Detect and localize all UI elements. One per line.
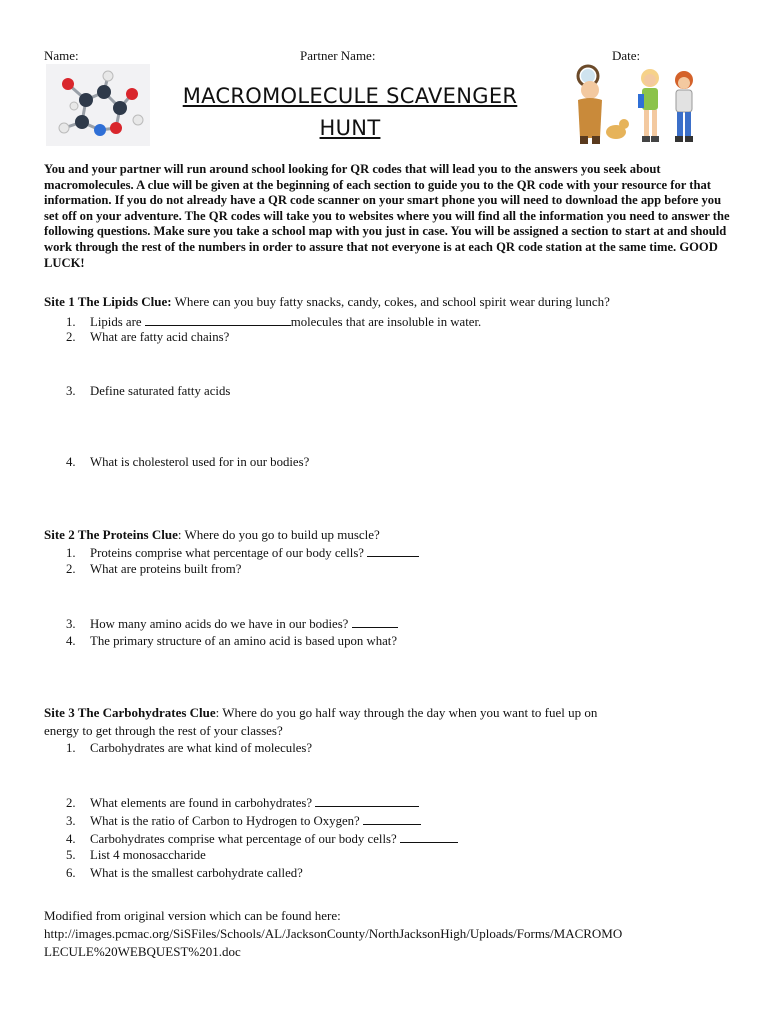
page-title-line2: HUNT xyxy=(319,116,381,140)
answer-blank xyxy=(363,812,421,825)
question-text: List 4 monosaccharide xyxy=(90,848,206,862)
question-text: Lipids are xyxy=(90,315,145,329)
site1-question-3 xyxy=(66,384,230,399)
site3-clue-line2: energy to get through the rest of your classes? xyxy=(44,723,283,738)
answer-blank xyxy=(352,615,398,628)
question-text: Define saturated fatty acids xyxy=(90,384,231,398)
question-text: How many amino acids do we have in our bodies? xyxy=(90,617,352,631)
question-text: What are proteins built from? xyxy=(90,562,242,576)
question-text: What are fatty acid chains? xyxy=(90,330,230,344)
partner-name-label: Partner Name: xyxy=(300,48,376,63)
question-number: 2. xyxy=(66,796,76,810)
question-text: What is cholesterol used for in our bodies? xyxy=(90,455,310,469)
site1-question-2 xyxy=(66,330,229,345)
answer-blank xyxy=(400,830,458,843)
page-title-line1: MACROMOLECULE SCAVENGER xyxy=(182,84,518,108)
question-number: 1. xyxy=(66,546,76,560)
site3-question-2 xyxy=(66,794,419,811)
site2-question-3 xyxy=(66,615,398,632)
name-label: Name: xyxy=(44,48,79,63)
source-url-line1: http://images.pcmac.org/SiSFiles/Schools/AL/JacksonCounty/NorthJacksonHigh/Uploads/Forms/MACROMO xyxy=(44,926,623,941)
question-number: 2. xyxy=(66,562,76,576)
site1-question-4 xyxy=(66,455,309,470)
site3-question-4 xyxy=(66,830,458,847)
site2-question-1 xyxy=(66,544,419,561)
question-number: 4. xyxy=(66,634,76,648)
question-text: What is the smallest carbohydrate called? xyxy=(90,866,303,880)
cartoon-detectives-image xyxy=(566,62,712,146)
question-number: 5. xyxy=(66,848,76,862)
site2-title: Site 2 The Proteins Clue xyxy=(44,527,178,542)
source-url-line2: LECULE%20WEBQUEST%201.doc xyxy=(44,944,241,959)
question-number: 3. xyxy=(66,814,76,828)
question-text: Proteins comprise what percentage of our body cells? xyxy=(90,546,368,560)
question-number: 2. xyxy=(66,330,76,344)
question-number: 4. xyxy=(66,832,76,846)
question-text: What is the ratio of Carbon to Hydrogen to Oxygen? xyxy=(90,814,363,828)
question-number: 3. xyxy=(66,617,76,631)
date-label: Date: xyxy=(612,48,641,63)
answer-blank xyxy=(367,544,419,557)
site3-question-6 xyxy=(66,866,303,881)
question-number: 1. xyxy=(66,741,76,755)
intro-paragraph: You and your partner will run around school looking for QR codes that will lead you to the answers you seek about macromolecules. A clue will be given at the beginning of each section to guide you to the QR code with your resource for that information. If you do not already have a QR code scanner on your smart phone you will need to download the app before you set off on your adventure. The QR codes will take you to websites where you will find all the information you need to answer the following questions. Make sure you take a school map with you just in case. You will be assigned a section to start at and should work through the rest of the numbers in order to assure that not everyone is at each QR code station at the same time. GOOD LUCK! xyxy=(44,162,730,270)
site3-question-5 xyxy=(66,848,206,863)
site3-question-1 xyxy=(66,741,312,756)
question-text: What elements are found in carbohydrates? xyxy=(90,796,316,810)
answer-blank xyxy=(315,794,419,807)
site3-clue: : Where do you go half way through the day when you want to fuel up on xyxy=(215,705,598,720)
site2-question-4 xyxy=(66,634,397,649)
molecule-model-image xyxy=(46,64,150,146)
site2-question-2 xyxy=(66,562,241,577)
answer-blank xyxy=(145,313,291,326)
site2-heading xyxy=(44,527,380,543)
question-text-continued: molecules that are insoluble in water. xyxy=(290,315,482,329)
question-number: 3. xyxy=(66,384,76,398)
question-number: 4. xyxy=(66,455,76,469)
question-text: The primary structure of an amino acid is based upon what? xyxy=(90,634,398,648)
question-number: 6. xyxy=(66,866,76,880)
site1-question-1 xyxy=(66,313,481,330)
site3-title: Site 3 The Carbohydrates Clue xyxy=(44,705,216,720)
site3-question-3 xyxy=(66,812,421,829)
question-text: Carbohydrates are what kind of molecules? xyxy=(90,741,313,755)
site1-clue: Where can you buy fatty snacks, candy, cokes, and school spirit wear during lunch? xyxy=(171,294,610,309)
site1-title: Site 1 The Lipids Clue: xyxy=(44,294,172,309)
site1-heading xyxy=(44,294,610,310)
source-note: Modified from original version which can be found here: xyxy=(44,908,341,923)
site2-clue: : Where do you go to build up muscle? xyxy=(177,527,380,542)
site3-heading xyxy=(44,705,597,721)
question-number: 1. xyxy=(66,315,76,329)
question-text: Carbohydrates comprise what percentage of our body cells? xyxy=(90,832,400,846)
